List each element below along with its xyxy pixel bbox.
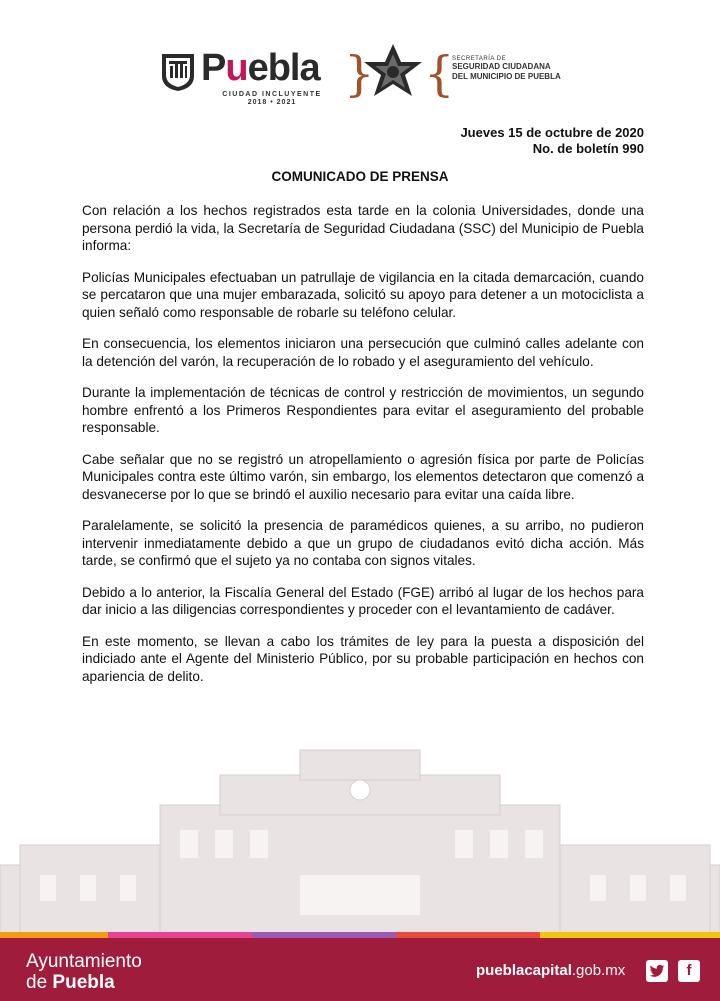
paragraph: En este momento, se llevan a cabo los trámites de ley para la puesta a disposición del indiciado ante el Agente del Ministerio Público, por su probable participación en hechos con apariencia de delito. [82,633,644,684]
paragraph: Debido a lo anterior, la Fiscalía General del Estado (FGE) arribó al lugar de los hechos para dar inicio a las diligencias correspondientes y proceder con el levantamiento de cadáver. [82,584,644,617]
date-block [460,125,644,157]
bulletin-number: No. de boletín 990 [532,141,644,156]
press-release-body [82,202,644,699]
city-hall-illustration [0,735,720,935]
puebla-shield-icon [160,52,196,92]
police-star-icon [360,42,426,108]
date: Jueves 15 de octubre de 2020 [460,125,644,140]
paragraph: Durante la implementación de técnicas de control y restricción de movimientos, un segundo hombre enfrentó a los Primeros Respondientes para evitar el aseguramiento del probable responsable. [82,385,644,435]
administration-years: 2018 • 2021 [247,99,297,106]
paragraph: Cabe señalar que no se registró un atropellamiento o agresión física por parte de Policías Municipales contra este último varón, sin embargo, los elementos detectaron que comenzó a desvanecerse por lo que se brindó el auxilio necesario para evitar una caída libre. [82,451,644,502]
puebla-wordmark: Puebla [201,47,320,89]
ayuntamiento-logo-text: Ayuntamiento de Puebla [26,951,142,993]
page-title: COMUNICADO DE PRENSA [271,169,449,184]
paragraph: Paralelamente, se solicitó la presencia de paramédicos quienes, a su arribo, no pudieron intervenir inmediatamente debido a que un grupo de ciudadanos evitó dicha acción. Más tarde, se confirmó que el sujeto ya no contaba con signos vitales. [82,518,644,568]
letterhead [0,40,720,120]
brace-left-icon: } [344,46,375,102]
paragraph: Con relación a los hechos registrados esta tarde en la colonia Universidades, donde una persona perdió la vida, la Secretaría de Seguridad Ciudadana (SSC) del Municipio de Puebla informa: [82,203,644,253]
paragraph: En consecuencia, los elementos iniciaron una persecución que culminó calles adelante con la detención del varón, la recuperación de lo robado y el aseguramiento del vehículo. [82,336,644,369]
ssc-label: SECRETARÍA DE SEGURIDAD CIUDADANA DEL MUNICIPIO DE PUEBLA [452,56,561,81]
footer [0,938,720,1001]
facebook-icon[interactable]: f [678,960,700,982]
website-link[interactable]: pueblacapital.gob.mx [476,962,626,979]
brace-right-icon: { [424,46,455,102]
paragraph: Policías Municipales efectuaban un patrullaje de vigilancia en la citada demarcación, cuando se percataron que una mujer embarazada, solicitó su apoyo para detener a un motociclista a quien señaló como responsable de robarle su teléfono celular. [82,269,644,320]
tagline: CIUDAD INCLUYENTE [222,91,322,98]
twitter-icon[interactable] [646,960,668,982]
